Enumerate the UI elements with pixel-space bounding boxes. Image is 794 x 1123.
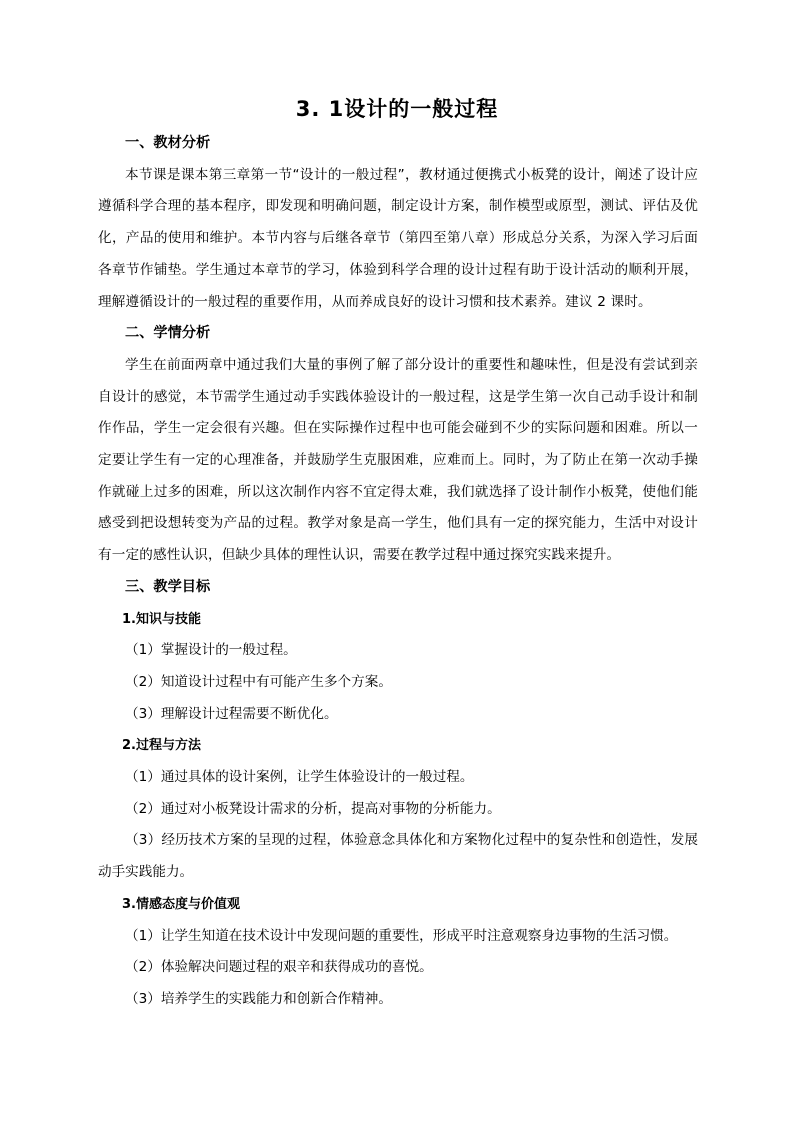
list-item: （1）通过具体的设计案例，让学生体验设计的一般过程。 — [125, 769, 474, 786]
list-item: （1）让学生知道在技术设计中发现问题的重要性，形成平时注意观察身边事物的生活习惯。 — [125, 927, 678, 944]
subsection-heading-emotion-values: 3.情感态度与价值观 — [122, 896, 240, 912]
list-item: （2）知道设计过程中有可能产生多个方案。 — [125, 673, 392, 690]
list-item: （3）培养学生的实践能力和创新合作精神。 — [125, 990, 392, 1007]
list-item: （2）通过对小板凳设计需求的分析，提高对事物的分析能力。 — [125, 800, 501, 817]
list-item: （3）经历技术方案的呈现的过程，体验意念具体化和方案物化过程中的复杂性和创造性，发展动手实践能力。 — [98, 832, 698, 881]
textbook-analysis-paragraph: 本节课是课本第三章第一节“设计的一般过程”，教材通过便携式小板凳的设计，阐述了设计应遵循科学合理的基本程序，即发现和明确问题，制定设计方案，制作模型或原型，测试、评估及优化，产品的使用和维护。本节内容与后继各章节（第四至第八章）形成总分关系，为深入学习后面各章节作铺垫。学生通过本章节的学习，体验到科学合理的设计过程有助于设计活动的顺利开展，理解遵循设计的一般过程的重要作用，从而养成良好的设计习惯和技术素养。建议 2 课时。 — [98, 166, 698, 310]
section-heading-teaching-goals: 三、教学目标 — [125, 578, 211, 595]
subsection-heading-knowledge-skills: 1.知识与技能 — [122, 611, 201, 627]
list-item: （3）理解设计过程需要不断优化。 — [125, 705, 338, 722]
document-body — [98, 128, 698, 1016]
student-analysis-paragraph: 学生在前面两章中通过我们大量的事例了解了部分设计的重要性和趣味性，但是没有尝试到亲自设计的感觉，本节需学生通过动手实践体验设计的一般过程，这是学生第一次自己动手设计和制作作品，学生一定会很有兴趣。但在实际操作过程中也可能会碰到不少的实际问题和困难。所以一定要让学生有一定的心理准备，并鼓励学生克服困难，应难而上。同时，为了防止在第一次动手操作就碰上过多的困难，所以这次制作内容不宜定得太难，我们就选择了设计制作小板凳，使他们能感受到把设想转变为产品的过程。教学对象是高一学生，他们具有一定的探究能力，生活中对设计有一定的感性认识，但缺少具体的理性认识，需要在教学过程中通过探究实践来提升。 — [98, 356, 698, 564]
subsection-heading-process-methods: 2.过程与方法 — [122, 738, 201, 754]
list-item: （1）掌握设计的一般过程。 — [125, 642, 297, 659]
section-heading-textbook-analysis: 一、教材分析 — [125, 135, 211, 151]
list-item: （2）体验解决问题过程的艰辛和获得成功的喜悦。 — [125, 959, 433, 976]
section-heading-student-analysis: 二、学情分析 — [125, 325, 211, 342]
document-title: 3. 1设计的一般过程 — [295, 97, 499, 121]
